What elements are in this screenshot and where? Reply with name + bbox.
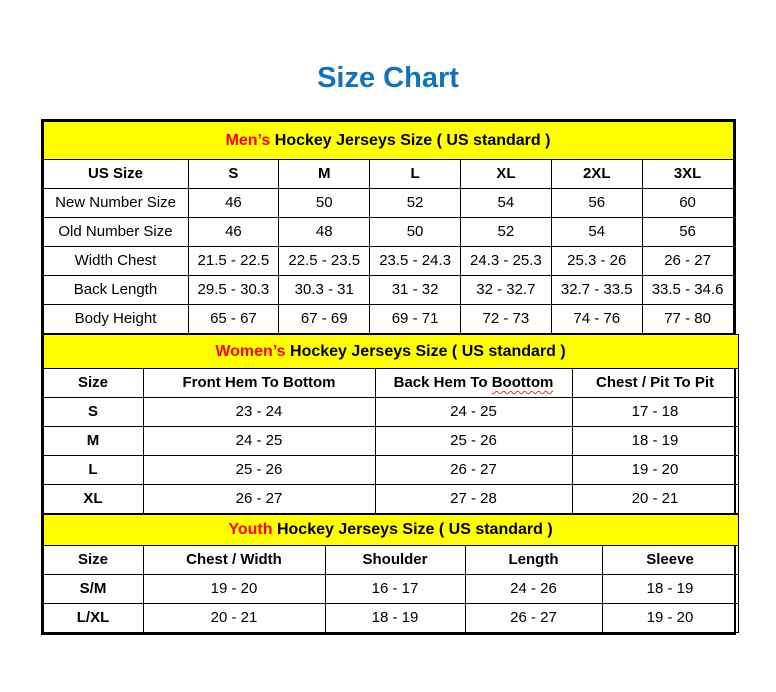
- value-cell: 17 - 18: [572, 398, 738, 427]
- value-cell: 24 - 26: [465, 575, 602, 604]
- row-label: XL: [43, 485, 143, 514]
- youth-col-shoulder: Shoulder: [325, 546, 465, 575]
- mens-col-xl: XL: [460, 160, 551, 189]
- womens-title-rest: Hockey Jerseys Size ( US standard ): [285, 342, 566, 360]
- value-cell: 32.7 - 33.5: [551, 276, 642, 305]
- youth-row-lxl: [43, 604, 738, 633]
- womens-col-front-hem: Front Hem To Bottom: [143, 369, 375, 398]
- youth-col-size: Size: [43, 546, 143, 575]
- value-cell: 50: [279, 189, 370, 218]
- youth-section-header: [43, 515, 738, 546]
- mens-row-back-length: [43, 276, 733, 305]
- row-label: Width Chest: [43, 247, 188, 276]
- youth-size-table: [43, 514, 739, 633]
- youth-col-length: Length: [465, 546, 602, 575]
- value-cell: 18 - 19: [602, 575, 738, 604]
- mens-col-2xl: 2XL: [551, 160, 642, 189]
- womens-col-back-hem-misspelled-word: Boottom: [491, 373, 554, 391]
- value-cell: 50: [370, 218, 461, 247]
- value-cell: 25 - 26: [143, 456, 375, 485]
- value-cell: 65 - 67: [188, 305, 279, 334]
- mens-col-l: L: [370, 160, 461, 189]
- womens-size-table: [43, 334, 739, 514]
- value-cell: 24 - 25: [375, 398, 572, 427]
- mens-row-old-number-size: [43, 218, 733, 247]
- value-cell: 21.5 - 22.5: [188, 247, 279, 276]
- value-cell: 46: [188, 218, 279, 247]
- youth-column-header-row: [43, 546, 738, 575]
- value-cell: 46: [188, 189, 279, 218]
- value-cell: 19 - 20: [572, 456, 738, 485]
- value-cell: 52: [370, 189, 461, 218]
- value-cell: 72 - 73: [460, 305, 551, 334]
- value-cell: 54: [551, 218, 642, 247]
- value-cell: 20 - 21: [143, 604, 325, 633]
- value-cell: 33.5 - 34.6: [642, 276, 733, 305]
- womens-row-s: [43, 398, 738, 427]
- womens-row-m: [43, 427, 738, 456]
- mens-size-table: [43, 121, 734, 334]
- youth-col-chest-width: Chest / Width: [143, 546, 325, 575]
- mens-section-title: [43, 122, 733, 160]
- value-cell: 26 - 27: [465, 604, 602, 633]
- value-cell: 19 - 20: [602, 604, 738, 633]
- mens-col-m: M: [279, 160, 370, 189]
- womens-section-header: [43, 335, 738, 369]
- youth-row-sm: [43, 575, 738, 604]
- mens-col-3xl: 3XL: [642, 160, 733, 189]
- value-cell: 67 - 69: [279, 305, 370, 334]
- value-cell: 29.5 - 30.3: [188, 276, 279, 305]
- value-cell: 25.3 - 26: [551, 247, 642, 276]
- value-cell: 56: [642, 218, 733, 247]
- value-cell: 24.3 - 25.3: [460, 247, 551, 276]
- womens-col-chest-pit: Chest / Pit To Pit: [572, 369, 738, 398]
- value-cell: 69 - 71: [370, 305, 461, 334]
- value-cell: 20 - 21: [572, 485, 738, 514]
- mens-title-highlight: Men’s: [225, 131, 271, 149]
- value-cell: 16 - 17: [325, 575, 465, 604]
- mens-title-rest: Hockey Jerseys Size ( US standard ): [270, 131, 551, 149]
- womens-row-xl: [43, 485, 738, 514]
- mens-section-header: [43, 122, 733, 160]
- womens-col-back-hem: [375, 369, 572, 398]
- womens-col-back-hem-prefix: Back Hem To: [393, 373, 492, 391]
- size-chart-container: [41, 119, 736, 635]
- youth-col-sleeve: Sleeve: [602, 546, 738, 575]
- value-cell: 26 - 27: [143, 485, 375, 514]
- value-cell: 74 - 76: [551, 305, 642, 334]
- value-cell: 77 - 80: [642, 305, 733, 334]
- value-cell: 18 - 19: [572, 427, 738, 456]
- row-label: Back Length: [43, 276, 188, 305]
- value-cell: 19 - 20: [143, 575, 325, 604]
- row-label: L: [43, 456, 143, 485]
- youth-title-rest: Hockey Jerseys Size ( US standard ): [272, 521, 553, 539]
- value-cell: 22.5 - 23.5: [279, 247, 370, 276]
- value-cell: 30.3 - 31: [279, 276, 370, 305]
- womens-title-highlight: Women’s: [215, 342, 286, 360]
- row-label: S: [43, 398, 143, 427]
- value-cell: 18 - 19: [325, 604, 465, 633]
- value-cell: 23 - 24: [143, 398, 375, 427]
- value-cell: 27 - 28: [375, 485, 572, 514]
- value-cell: 60: [642, 189, 733, 218]
- mens-col-us-size: US Size: [43, 160, 188, 189]
- womens-column-header-row: [43, 369, 738, 398]
- value-cell: 26 - 27: [642, 247, 733, 276]
- mens-col-s: S: [188, 160, 279, 189]
- row-label: L/XL: [43, 604, 143, 633]
- row-label: S/M: [43, 575, 143, 604]
- value-cell: 48: [279, 218, 370, 247]
- value-cell: 56: [551, 189, 642, 218]
- value-cell: 31 - 32: [370, 276, 461, 305]
- row-label: M: [43, 427, 143, 456]
- womens-section-title: [43, 335, 738, 369]
- row-label: Old Number Size: [43, 218, 188, 247]
- youth-section-title: [43, 515, 738, 546]
- value-cell: 23.5 - 24.3: [370, 247, 461, 276]
- value-cell: 25 - 26: [375, 427, 572, 456]
- mens-row-width-chest: [43, 247, 733, 276]
- value-cell: 26 - 27: [375, 456, 572, 485]
- value-cell: 32 - 32.7: [460, 276, 551, 305]
- row-label: New Number Size: [43, 189, 188, 218]
- mens-row-body-height: [43, 305, 733, 334]
- page-title: Size Chart: [317, 62, 459, 94]
- youth-title-highlight: Youth: [228, 521, 273, 539]
- mens-row-new-number-size: [43, 189, 733, 218]
- value-cell: 24 - 25: [143, 427, 375, 456]
- mens-column-header-row: [43, 160, 733, 189]
- row-label: Body Height: [43, 305, 188, 334]
- value-cell: 54: [460, 189, 551, 218]
- value-cell: 52: [460, 218, 551, 247]
- womens-col-size: Size: [43, 369, 143, 398]
- womens-row-l: [43, 456, 738, 485]
